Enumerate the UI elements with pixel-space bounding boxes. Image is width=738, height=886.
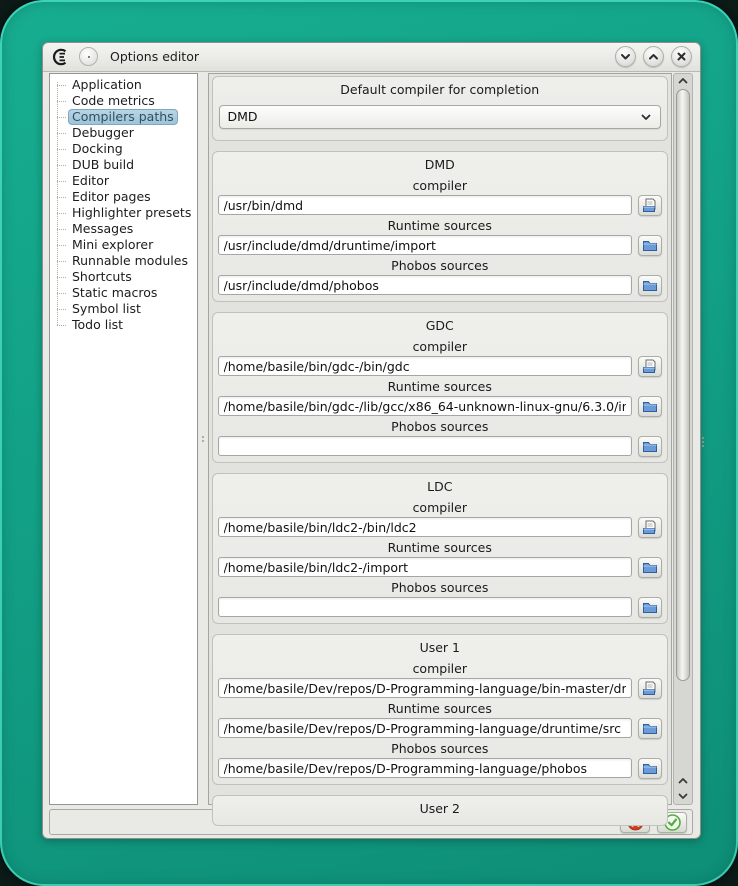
options-editor-window [42,42,701,839]
compilers-paths-panel [208,73,673,816]
chevron-up-icon [648,51,659,62]
titlebar[interactable] [43,43,700,72]
runtime-sources-row [217,396,664,417]
chevron-down-icon [678,792,688,800]
sidebar-item-label: Code metrics [72,92,155,108]
category-tree [50,76,197,333]
chevron-up-icon [678,77,688,85]
runtime-sources-row [217,235,664,256]
panel-scrollbar[interactable] [673,73,693,805]
sidebar-item-compilers-paths[interactable] [50,109,197,125]
folder-icon [642,278,658,293]
group-title: LDC [427,478,453,494]
window-controls [615,46,692,67]
runtime-sources-path-input[interactable] [218,718,633,738]
category-sidebar [49,73,198,805]
browse-compiler-button[interactable] [638,517,662,538]
phobos-sources-row [217,597,664,618]
open-file-icon [642,681,658,696]
browse-compiler-button[interactable] [638,356,662,377]
sidebar-item-label: Highlighter presets [72,204,192,220]
sidebar-item-label: Mini explorer [72,236,154,252]
sidebar-item-label: Docking [72,140,123,156]
chevron-down-icon [620,51,631,62]
compiler-group-dmd [212,151,669,302]
folder-icon [642,721,658,736]
open-file-icon [642,198,658,213]
sidebar-item-editor[interactable] [50,173,197,189]
browse-runtime-sources-button[interactable] [638,396,662,417]
sidebar-item-editor-pages[interactable] [50,189,197,205]
scroll-down-button[interactable] [674,789,692,803]
browse-compiler-button[interactable] [638,678,662,699]
phobos-sources-path-input[interactable] [218,758,633,778]
window-title: Options editor [110,49,199,65]
browse-phobos-sources-button[interactable] [638,758,662,779]
default-compiler-group [212,76,669,141]
scrollbar-thumb[interactable] [676,89,690,681]
phobos-sources-label: Phobos sources [391,740,489,756]
maximize-button[interactable] [643,46,664,67]
compiler-group-user-1 [212,634,669,785]
runtime-sources-label: Runtime sources [387,217,492,233]
compiler-label: compiler [412,338,467,354]
group-title: GDC [425,317,454,333]
folder-icon [642,600,658,615]
sidebar-item-label: Symbol list [72,300,141,316]
phobos-sources-row [217,436,664,457]
group-title: DMD [424,156,455,172]
phobos-sources-path-input[interactable] [218,436,633,456]
coedit-logo-icon [51,48,71,66]
close-icon [676,51,687,62]
sidebar-item-label: Static macros [72,284,158,300]
compiler-path-input[interactable] [218,517,633,537]
content-area [43,72,700,816]
open-file-icon [642,359,658,374]
sidebar-item-label: Runnable modules [72,252,188,268]
phobos-sources-row [217,758,664,779]
compiler-row [217,356,664,377]
sidebar-item-application[interactable] [50,77,197,93]
group-title: User 1 [419,639,460,655]
sidebar-item-label: Editor pages [72,188,151,204]
folder-icon [642,439,658,454]
sidebar-item-label: Editor [72,172,109,188]
compiler-row [217,195,664,216]
compiler-path-input[interactable] [218,678,633,698]
sidebar-item-label: Compilers paths [68,109,178,125]
scroll-up-button[interactable] [674,74,692,88]
runtime-sources-row [217,557,664,578]
browse-compiler-button[interactable] [638,195,662,216]
runtime-sources-path-input[interactable] [218,557,633,577]
sidebar-item-static-macros[interactable] [50,285,197,301]
browse-phobos-sources-button[interactable] [638,597,662,618]
compiler-group-user-2 [212,795,669,826]
compiler-label: compiler [412,499,467,515]
phobos-sources-label: Phobos sources [391,257,489,273]
sidebar-item-highlighter-presets[interactable] [50,205,197,221]
phobos-sources-path-input[interactable] [218,597,633,617]
chevron-up-icon [678,777,688,785]
splitter-grip-dots [202,434,204,444]
folder-icon [642,560,658,575]
runtime-sources-label: Runtime sources [387,539,492,555]
group-title: Default compiler for completion [340,81,540,97]
sidebar-item-mini-explorer[interactable] [50,237,197,253]
phobos-sources-path-input[interactable] [218,275,633,295]
browse-runtime-sources-button[interactable] [638,557,662,578]
window-edge-grip-dots [702,435,704,449]
runtime-sources-row [217,718,664,739]
runtime-sources-label: Runtime sources [387,700,492,716]
compiler-row [217,517,664,538]
phobos-sources-label: Phobos sources [391,418,489,434]
browse-phobos-sources-button[interactable] [638,436,662,457]
sidebar-item-debugger[interactable] [50,125,197,141]
window-menu-button[interactable] [79,47,98,66]
default-compiler-select[interactable] [219,105,662,129]
runtime-sources-path-input[interactable] [218,396,633,416]
sidebar-item-runnable-modules[interactable] [50,253,197,269]
browse-phobos-sources-button[interactable] [638,275,662,296]
folder-icon [642,761,658,776]
sidebar-item-label: DUB build [72,156,135,172]
compiler-path-input[interactable] [218,356,633,376]
sidebar-splitter[interactable] [198,73,208,805]
sidebar-item-label: Application [72,76,142,92]
compiler-path-input[interactable] [218,195,633,215]
folder-icon [642,399,658,414]
sidebar-item-shortcuts[interactable] [50,269,197,285]
group-title: User 2 [419,800,460,816]
compiler-row [217,678,664,699]
sidebar-item-dub-build[interactable] [50,157,197,173]
sidebar-item-docking[interactable] [50,141,197,157]
sidebar-item-label: Shortcuts [72,268,132,284]
browse-runtime-sources-button[interactable] [638,235,662,256]
runtime-sources-path-input[interactable] [218,235,633,255]
phobos-sources-label: Phobos sources [391,579,489,595]
compiler-group-gdc [212,312,669,463]
compiler-group-ldc [212,473,669,624]
selected-compiler-value: DMD [227,109,258,125]
runtime-sources-label: Runtime sources [387,378,492,394]
scroll-up-button-bottom[interactable] [674,774,692,788]
phobos-sources-row [217,275,664,296]
close-button[interactable] [671,46,692,67]
sidebar-item-label: Todo list [72,316,124,332]
browse-runtime-sources-button[interactable] [638,718,662,739]
sidebar-item-code-metrics[interactable] [50,93,197,109]
sidebar-item-label: Debugger [72,124,134,140]
shade-button[interactable] [615,46,636,67]
compiler-label: compiler [412,177,467,193]
sidebar-item-symbol-list[interactable] [50,301,197,317]
sidebar-item-label: Messages [72,220,134,236]
chevron-down-icon [640,111,652,123]
open-file-icon [642,520,658,535]
folder-icon [642,238,658,253]
compiler-label: compiler [412,660,467,676]
sidebar-item-todo-list[interactable] [50,317,197,333]
sidebar-item-messages[interactable] [50,221,197,237]
